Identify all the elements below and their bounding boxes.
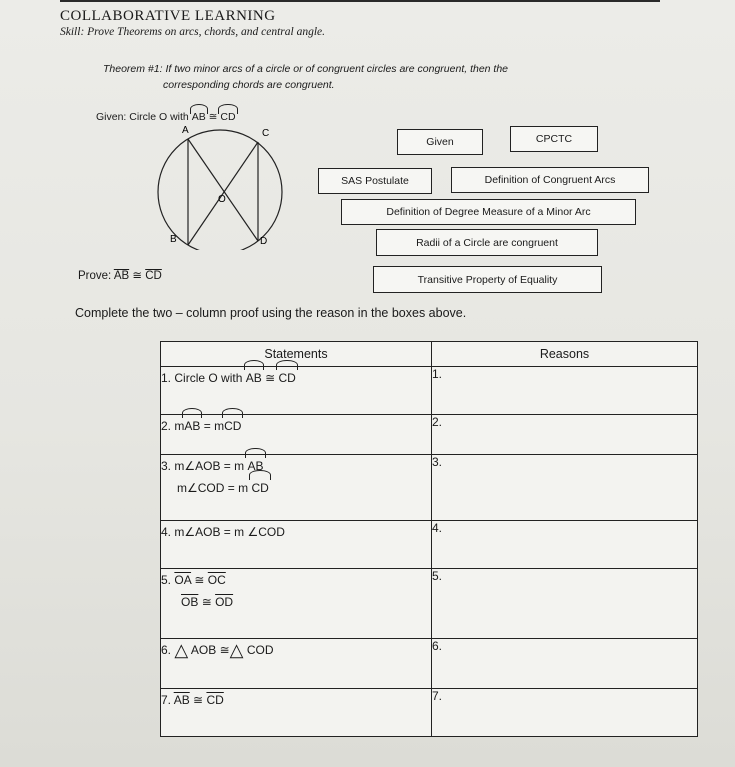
reason-box-radii-congruent[interactable]: Radii of a Circle are congruent (376, 229, 598, 256)
statement-2 (161, 415, 432, 455)
worksheet-title: COLLABORATIVE LEARNING (60, 8, 276, 24)
statement-5-congruent-2: ≅ (201, 595, 212, 609)
proof-row-7 (161, 689, 698, 737)
statement-5 (161, 569, 432, 639)
reason-7[interactable]: 7. (432, 689, 698, 737)
statement-1 (161, 367, 432, 415)
statement-2-arc-ab: AB (184, 415, 200, 437)
statement-3 (161, 455, 432, 521)
proof-header-row (161, 342, 698, 367)
label-b: B (170, 234, 177, 245)
statement-7-congruent: ≅ (193, 693, 204, 707)
statement-1-text: Circle O with (174, 371, 243, 385)
statement-5-seg-oa: $\overline{OA}$ (174, 573, 192, 587)
instruction-text: Complete the two – column proof using the reason in the boxes above. (75, 306, 467, 320)
statement-6 (161, 639, 432, 689)
circle-o (158, 130, 282, 250)
statement-7-seg-ab: $\overline{AB}$ (173, 693, 190, 707)
label-d: D (260, 236, 268, 247)
statement-6-num: 6. (161, 643, 172, 657)
reason-2[interactable]: 2. (432, 415, 698, 455)
statement-3-arc-cd: CD (251, 477, 268, 499)
proof-row-4 (161, 521, 698, 569)
statement-2-arc-cd: CD (224, 415, 241, 437)
statement-7 (161, 689, 432, 737)
statement-6-aob: AOB (190, 643, 217, 657)
skill-line: Skill: Prove Theorems on arcs, chords, and central angle. (60, 26, 325, 38)
statement-1-arc-ab: AB (246, 367, 262, 389)
circle-diagram (150, 120, 300, 250)
statement-2-m1: m (174, 419, 185, 433)
reasons-header: Reasons (432, 342, 698, 367)
proof-row-5 (161, 569, 698, 639)
label-a: A (182, 125, 189, 136)
statement-3-line2: m∠COD = m (177, 481, 249, 495)
reason-box-def-congruent-arcs[interactable]: Definition of Congruent Arcs (451, 167, 649, 193)
label-c: C (262, 128, 270, 139)
triangle-icon: △ (174, 640, 189, 660)
theorem-line-2: corresponding chords are congruent. (163, 79, 335, 91)
triangle-icon: △ (229, 640, 244, 660)
statement-4-text: m∠AOB = m ∠COD (174, 525, 285, 539)
reason-box-sas[interactable]: SAS Postulate (318, 168, 432, 194)
reason-3[interactable]: 3. (432, 455, 698, 521)
statement-1-num: 1. (161, 371, 172, 385)
reason-box-given[interactable]: Given (397, 129, 483, 155)
prove-statement (78, 268, 162, 282)
reason-5[interactable]: 5. (432, 569, 698, 639)
statement-3-line1: m∠AOB = m (174, 459, 245, 473)
statement-6-congruent: ≅ (219, 643, 230, 657)
prove-congruent: ≅ (132, 270, 142, 282)
proof-row-2 (161, 415, 698, 455)
statement-1-congruent: ≅ (265, 371, 276, 385)
given-arc-ab: AB (191, 111, 206, 123)
reason-4[interactable]: 4. (432, 521, 698, 569)
two-column-proof-table (160, 341, 698, 737)
statement-4-num: 4. (161, 525, 172, 539)
prove-seg-cd: $\overline{CD}$ (145, 270, 162, 282)
statement-5-seg-oc: $\overline{OC}$ (207, 573, 226, 587)
statement-5-seg-ob: $\overline{OB}$ (181, 595, 199, 609)
theorem-line-1: Theorem #1: If two minor arcs of a circle or of congruent circles are congruent, then the (103, 63, 509, 75)
radius-line-ad (188, 139, 258, 241)
statements-header: Statements (161, 342, 432, 367)
statement-2-equals: = (203, 419, 211, 433)
given-arc-cd: CD (220, 111, 236, 123)
statement-5-num: 5. (161, 573, 172, 587)
given-congruent: ≅ (208, 111, 218, 123)
reason-box-transitive[interactable]: Transitive Property of Equality (373, 266, 602, 293)
proof-row-3 (161, 455, 698, 521)
statement-4 (161, 521, 432, 569)
statement-7-num: 7. (161, 693, 172, 707)
proof-row-6 (161, 639, 698, 689)
statement-7-seg-cd: $\overline{CD}$ (206, 693, 224, 707)
label-o: O (218, 194, 226, 205)
statement-6-cod: COD (246, 643, 274, 657)
reason-6[interactable]: 6. (432, 639, 698, 689)
proof-row-1 (161, 367, 698, 415)
reason-box-cpctc[interactable]: CPCTC (510, 126, 598, 152)
reason-box-def-degree-measure[interactable]: Definition of Degree Measure of a Minor Arc (341, 199, 636, 225)
theorem-statement (103, 61, 663, 93)
given-prefix: Given: Circle O with (96, 111, 189, 123)
statement-5-seg-od: $\overline{OD}$ (215, 595, 234, 609)
top-rule (60, 0, 660, 2)
prove-seg-ab: $\overline{AB}$ (113, 270, 130, 282)
statement-2-num: 2. (161, 419, 172, 433)
statement-3-num: 3. (161, 459, 172, 473)
statement-2-m2: m (214, 419, 225, 433)
reason-1[interactable]: 1. (432, 367, 698, 415)
statement-3-arc-ab: AB (247, 455, 263, 477)
prove-prefix: Prove: (78, 270, 112, 282)
statement-1-arc-cd: CD (278, 367, 295, 389)
statement-5-congruent-1: ≅ (194, 573, 205, 587)
